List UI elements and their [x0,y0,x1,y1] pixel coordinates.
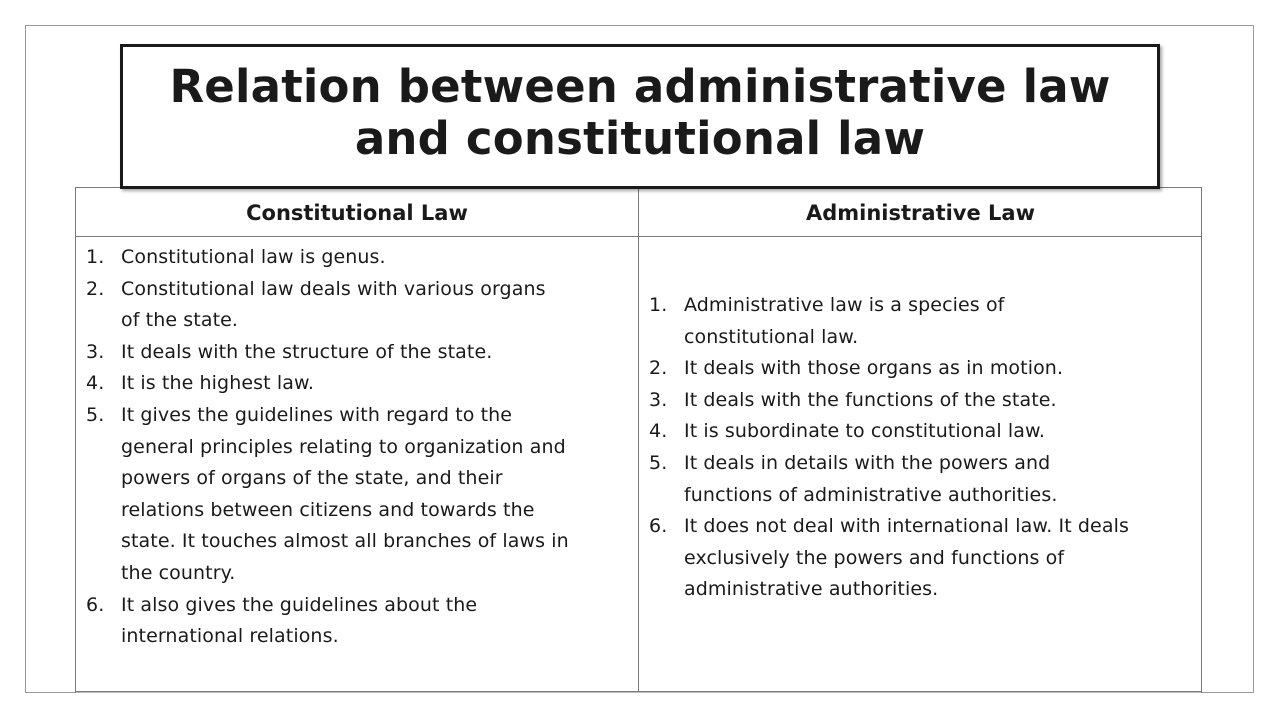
list-item-number: 2. [649,357,668,380]
list-item-number: 3. [86,340,105,363]
list-item-number: 2. [86,277,105,300]
page-title-line-2: and constitutional law [354,112,926,165]
list-item-text-line: functions of administrative authorities. [684,483,1058,506]
header-administrative-law: Administrative Law [805,201,1035,225]
constitutional-law-item [76,242,636,274]
list-item-text-line: general principles relating to organization and [121,435,566,458]
list-item-text-line: It deals with the structure of the state. [121,340,493,363]
header-constitutional-law: Constitutional Law [246,201,468,225]
list-item-text-line: It is subordinate to constitutional law. [684,420,1046,443]
list-item-text-line: powers of organs of the state, and their [121,467,503,490]
list-item-text-line: constitutional law. [684,325,859,348]
list-item-text-line: Constitutional law is genus. [121,246,386,268]
title-box [120,44,1160,189]
list-item-number: 4. [649,420,668,443]
constitutional-law-item [76,590,636,653]
page-title-line-1: Relation between administrative law [169,60,1111,113]
list-item-text-line: It is the highest law. [121,372,314,395]
administrative-law-item [639,385,1201,417]
list-item-text-line: Constitutional law deals with various organs [121,277,546,300]
list-item-number: 1. [649,294,668,316]
administrative-law-item [639,416,1201,448]
list-item-text-line: state. It touches almost all branches of laws in [121,530,569,553]
list-item-number: 6. [86,593,105,616]
list-item-text-line: It also gives the guidelines about the [121,593,478,616]
constitutional-law-list [76,242,636,653]
administrative-law-list [639,290,1201,606]
list-item-text-line: Administrative law is a species of [684,294,1005,316]
list-item-text-line: It gives the guidelines with regard to the [121,403,513,426]
constitutional-law-item [76,368,636,400]
list-item-number: 3. [649,388,668,411]
constitutional-law-item [76,274,636,337]
list-item-number: 5. [649,451,668,474]
list-item-text-line: of the state. [121,309,239,332]
administrative-law-item [639,448,1201,511]
list-item-number: 1. [86,246,105,268]
list-item-text-line: It deals with those organs as in motion. [684,357,1064,380]
comparison-table [75,187,1202,693]
administrative-law-item [639,511,1201,606]
list-item-number: 6. [649,515,668,538]
list-item-text-line: It deals with the functions of the state. [684,388,1057,411]
constitutional-law-item [76,400,636,590]
list-item-number: 5. [86,403,105,426]
list-item-text-line: the country. [121,561,236,584]
list-item-text-line: administrative authorities. [684,578,939,601]
list-item-text-line: international relations. [121,625,339,648]
administrative-law-item [639,353,1201,385]
administrative-law-item [639,290,1201,353]
list-item-text-line: exclusively the powers and functions of [684,546,1065,569]
list-item-number: 4. [86,372,105,395]
constitutional-law-item [76,337,636,369]
table-bottom-border [76,691,1201,693]
list-item-text-line: relations between citizens and towards the [121,498,535,521]
list-item-text-line: It does not deal with international law. It deals [684,515,1129,538]
list-item-text-line: It deals in details with the powers and [684,451,1051,474]
